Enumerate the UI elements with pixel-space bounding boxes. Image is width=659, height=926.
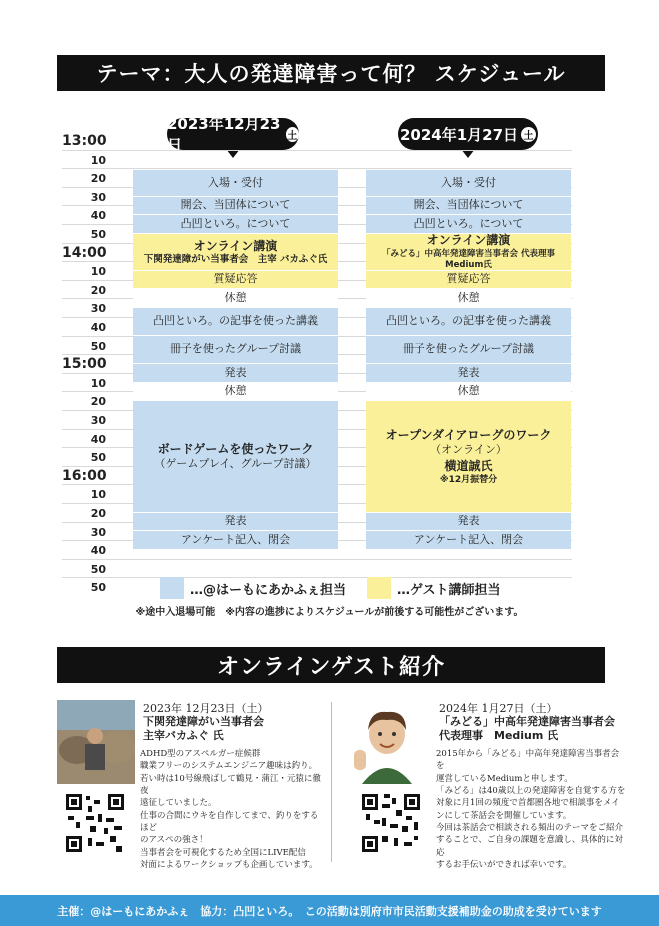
right-lecture-sub: 「みどる」中高年発達障害当事者会 代表理事 Medium氏 (382, 248, 555, 271)
guest-right-profile: 2015年から「みどる」中高年発達障害当事者会を 運営しているMediumと申します。 「みどる」は40歳以上の発達障害を自覚する方を 対象に月1回の頻度で首都圏各地で相談事をメイ ンにして茶話会を開催しています。 今回は茶話会で相談される頻出のテーマをご紹介 することで、ご自身の課題を意識し、具体的に対応 するお手伝いができれば幸いです。 (436, 749, 626, 870)
date-left-text: 2023年12月23日 (167, 115, 281, 154)
guest-left-date: 2023年 12月23日（土） (143, 702, 269, 715)
right-present2: 発表 (366, 513, 571, 531)
dow-right-badge: 土 (521, 127, 536, 142)
timeline-row (62, 132, 572, 151)
timeline-label: 30 (90, 525, 106, 539)
left-present1: 発表 (133, 364, 338, 383)
legend-yellow-label: …ゲスト講師担当 (397, 582, 501, 598)
guest-left-profile: ADHD型のアスペルガー症候群 職業フリーのシステムエンジニア趣味は釣り。 若い時は10号線飛ばして鶴見・蒲江・元猿に徹夜 遠征していました。 仕事の合間にウキを自作してまで、釣りをするほど のアスペの強さ！ 当事者会を可視化するため全国にLIVE配信 対面によるワークショップも企画しています。 (140, 749, 321, 870)
right-qa: 質疑応答 (366, 271, 571, 289)
timeline-label: 50 (90, 228, 106, 241)
left-break2: 休憩 (133, 383, 338, 401)
timeline-label: 30 (90, 414, 106, 427)
timeline-label: 10 (90, 153, 106, 167)
timeline-label: 50 (90, 451, 106, 465)
timeline-label: 14:00 (62, 244, 107, 261)
legend-blue-swatch (160, 577, 184, 599)
right-break2: 休憩 (366, 383, 571, 401)
timeline-label: 13:00 (62, 133, 107, 149)
left-about: 凸凹といろ。について (133, 215, 338, 234)
timeline-row (62, 560, 572, 579)
right-lecture (366, 234, 571, 271)
left-article: 凸凹といろ。の記事を使った講義 (133, 308, 338, 336)
right-opening: 開会、当団体について (366, 197, 571, 215)
left-opening: 開会、当団体について (133, 197, 338, 215)
guest-left-name2: 主宰バカふぐ 氏 (143, 729, 224, 742)
timeline-label: 50 (90, 339, 106, 353)
timeline-label: 15:00 (62, 356, 107, 373)
legend-yellow-swatch (367, 577, 391, 599)
timeline-label: 50 (90, 562, 106, 576)
left-work-sub: （ゲームプレイ、グループ討議） (154, 457, 317, 471)
right-reception: 入場・受付 (366, 170, 571, 197)
right-work-note: ※12月振替分 (439, 475, 498, 486)
timeline-label: 10 (90, 265, 106, 279)
guest-left-name1: 下関発達障がい当事者会 (143, 715, 264, 728)
timeline-label: 40 (90, 432, 106, 446)
left-reception: 入場・受付 (133, 170, 338, 197)
timeline-label: 30 (90, 190, 106, 204)
right-work-title: オープンダイアローグのワーク (385, 427, 552, 442)
guest-right-name2: 代表理事 Medium 氏 (439, 729, 559, 742)
left-work-title: ボードゲームを使ったワーク (157, 441, 314, 456)
left-booklet: 冊子を使ったグループ討議 (133, 336, 338, 364)
timeline-label: 40 (90, 544, 106, 558)
right-booklet: 冊子を使ったグループ討議 (366, 336, 571, 364)
dow-left-badge: 土 (286, 127, 299, 142)
left-lecture (133, 234, 338, 271)
timeline-label: 10 (90, 376, 106, 390)
guest-photo-left (57, 700, 135, 784)
timeline-label: 20 (90, 395, 106, 409)
timeline-label: 40 (90, 321, 106, 334)
legend-blue (160, 577, 346, 599)
left-lecture-title: オンライン講演 (193, 238, 278, 253)
qr-code-left[interactable] (64, 792, 126, 854)
timeline-label: 20 (90, 283, 106, 297)
right-work (366, 401, 571, 513)
footer-bar: 主催：@はーもにあかふぇ 協力：凸凹といろ。 この活動は別府市市民活動支援補助金の助成を受けています (0, 895, 659, 926)
guest-photo-right (348, 700, 426, 784)
left-work (133, 401, 338, 513)
right-work-person: 横道誠氏 (444, 458, 493, 473)
right-lecture-title: オンライン講演 (426, 233, 511, 248)
left-qa: 質疑応答 (133, 271, 338, 289)
date-right-text: 2024年1月27日 (399, 125, 519, 144)
guest-section-title: オンラインゲスト紹介 (57, 647, 605, 683)
timeline-label: 40 (90, 209, 106, 223)
timeline-row (62, 151, 572, 170)
right-break1: 休憩 (366, 289, 571, 308)
timeline-label: 30 (90, 302, 106, 316)
right-article: 凸凹といろ。の記事を使った講義 (366, 308, 571, 336)
right-survey: アンケート記入、閉会 (366, 531, 571, 550)
guest-right-name1: 「みどる」中高年発達障害当事者会 (439, 715, 615, 728)
right-about: 凸凹といろ。について (366, 215, 571, 234)
right-present1: 発表 (366, 364, 571, 383)
timeline-label: 50 (90, 581, 106, 595)
timeline-label: 16:00 (62, 467, 107, 484)
timeline-label: 20 (90, 507, 106, 520)
timeline-label: 10 (90, 488, 106, 502)
guest-divider (331, 702, 332, 862)
schedule-title: テーマ：大人の発達障害って何？ スケジュール (57, 55, 605, 91)
schedule-notice: ※途中入退場可能 ※内容の進捗によりスケジュールが前後する可能性がございます。 (135, 607, 524, 618)
left-break1: 休憩 (133, 289, 338, 308)
legend-yellow (367, 577, 500, 599)
qr-code-right[interactable] (360, 792, 422, 854)
left-present2: 発表 (133, 513, 338, 531)
guest-right-date: 2024年 1月27日（土） (439, 702, 558, 715)
left-lecture-sub: 下関発達障がい当事者会 主宰 バカふぐ氏 (143, 253, 328, 265)
legend-blue-label: …@はーもにあかふぇ担当 (190, 582, 347, 598)
right-work-sub: （オンライン） (430, 443, 507, 456)
left-survey: アンケート記入、閉会 (133, 531, 338, 550)
timeline-label: 20 (90, 172, 106, 186)
